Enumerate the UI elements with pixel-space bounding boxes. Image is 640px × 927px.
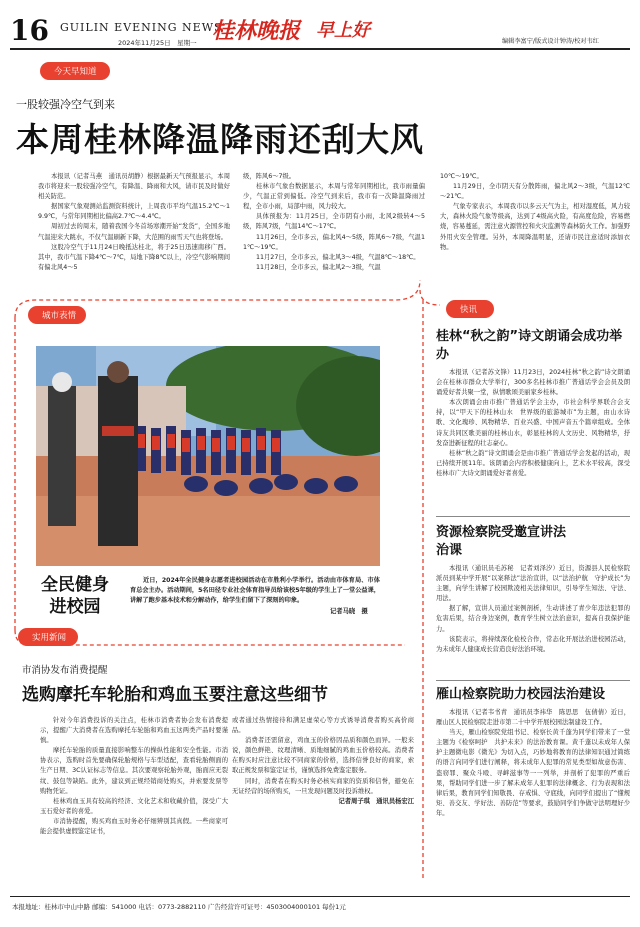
section-tag-today: 今天早知道 [40, 62, 110, 80]
section-tag-practical: 实用新闻 [18, 628, 78, 646]
consumer-kicker: 市消协发布消费提醒 [22, 665, 108, 676]
paragraph: 11月27日，全市多云，偏北风3～4级，气温8℃～18℃。 [256, 253, 420, 261]
editor-credit: 编辑李富宁/版式设计钟涛/校对韦红 [502, 38, 599, 45]
paragraph: 这股冷空气于11月24日晚抵达桂北，将于25日迅速南移广西。其中，我市气温下降4℃～7℃，局地下降8℃以上，冷空气影响期间有偏北风4～5 [38, 243, 230, 271]
paragraph: 据了解，宣讲人员通过案例剖析，生动讲述了青少年违法犯罪的危害后果，结合身边案例，教育学生树立法治意识，提高自我保护能力。 [436, 605, 630, 633]
footer-rule [10, 896, 630, 897]
paragraph: 当天，雁山检察院党组书记、检察长黄千蓬为同学们带来了一堂主题为《检察呵护 共护未来》的法治教育课。黄千蓬以未成年人保护主题微电影《微光》为切入点，巧妙地将教育的法律知识通过简练的语言向同学们进行阐释，将未成年人犯罪的常见类型如故意伤害、盗窃罪、聚众斗殴、寻衅滋事等一一列举，并剖析了犯罪的严重后果，帮助同学们进一步了解未成年人犯罪的法律概念、行为表现和法律后果，教育同学们知敬畏、存戒惧、守底线，向同学们提出了“懂规矩、善交友、学好法、善防范”等要求，鼓励同学们争做守法明理好少年。 [436, 729, 630, 817]
top-col-3 [440, 172, 630, 294]
photo-illustration [36, 346, 380, 566]
paragraph: 据国家气象观测站监测资料统计，上周我市平均气温15.2℃～19.9℃，与常年同期相比偏高2.7℃～4.4℃。 [38, 203, 230, 221]
news1-body [436, 368, 630, 508]
paragraph: 11月28日，全市多云，偏北风2～3级，气温 [256, 263, 381, 271]
city-title: 全民健身进校园 [41, 575, 109, 617]
news1-title: 桂林“秋之韵”诗文朗诵会成功举办 [436, 329, 623, 362]
paragraph: 周初过去的周末，随着我国今冬首场寒潮开始“发货”，全国多地气温迎来大跳水，不仅气温刷新下降，大范围的雨雪天气也将登场。 [38, 223, 230, 241]
paragraph: 桂林鸡血玉具有较高的经济、文化艺术和收藏价值，深受广大玉石爱好者的喜爱。 [40, 797, 228, 815]
paragraph: 本报讯（通讯员毛苏秘 记者刘泽汐）近日，资源县人民检察院派员到某中学开展“以案释法”法治宣讲，以“法治护航 守护成长”为主题，向学生讲解了校园欺凌相关法律知识，引导学生知法、守法、用法。 [436, 565, 630, 603]
issue-date: 2024年11月25日 星期一 [118, 39, 197, 47]
paragraph: 针对今年消费投诉的关注点，桂林市消费者协会发布消费提示，提醒广大消费者在选购摩托车轮胎和鸡血玉这两类产品时要谨慎。 [40, 717, 228, 745]
paragraph: 市消协提醒，购买鸡血玉时务必仔细辨别其真假。一些商家可能会提供虚假鉴定证书， [40, 817, 228, 836]
news-divider [436, 516, 630, 517]
paragraph: 本报讯（记者马燕 通讯员胡静）根据最新天气预报显示，本周我市将迎来一股较强冷空气，有降温、降雨和大风，请市民及时做好相关防范。 [38, 173, 230, 201]
city-caption [130, 576, 380, 626]
paragraph: 本次朗诵会由市推广普通话学会主办，市社会科学界联合会支持，以“甲天下的桂林山水 世界级的旅游城市”为主题，由山水诗歌、文化瑰珍、风物精华、百业兴盛、中国声音五个篇章组成。全体诗友共同区歌美丽的桂林山水，彰显桂林的人文历史、风物精华，抒发奋进新征程的壮志豪心。 [436, 399, 630, 447]
paragraph: 本报讯（记者苏文锋）11月23日，2024桂林“秋之韵”诗文朗诵会在桂林市群众大学举行，300多名桂林市推广普通话学会会员及朗诵爱好者共聚一堂，纵情歌颂美丽家乡桂林。 [436, 369, 630, 397]
top-headline: 本周桂林降温降雨还刮大风 [16, 120, 424, 159]
header-rule [10, 48, 630, 50]
section-name: 早上好 [316, 20, 370, 41]
consumer-col-2 [232, 716, 414, 888]
newspaper-logo: 桂林晚报 [212, 18, 301, 44]
paragraph: 摩托车轮胎的质量直接影响整车的操纵性能和安全性能。市消协表示，选购时首先要确保轮胎规格与车型适配，查看轮胎侧面的生产日期、3C认证标志等信息。其次要观察轮胎外观，胎面应无裂纹、鼓包等缺陷。此外，建议到正规经销商处购买，并索要发票等购物凭证。 [40, 747, 228, 795]
news2-title: 资源检察院受邀宣讲法治课 [436, 525, 567, 558]
paragraph: 消费者还需留意，鸡血玉的价格因品质和颜色而异。一般来说，颜色鲜艳、纹理清晰、质地细腻的鸡血玉价格较高。消费者在购买时应注意比较不同商家的价格，选择信誉良好的商家，索取正规发票和鉴定证书，谨慎选择免费鉴定服务。 [232, 737, 414, 775]
paragraph: 级，阵风6～7级。 [243, 173, 296, 180]
paragraph: 气象专家表示，本周我市以多云天气为主，相对湿度低，风力较大，森林火险气象等级高，达到了4级高火险，有高度危险，容易燃烧，容易蔓延，需注意火源管控和火灾监测等森林防火工作。加强野外用火安全管理。另外，本周降温明显，还请市民注意适时添加衣物。 [440, 203, 630, 251]
paragraph: 具体预报为：11月25日，全市阴有小雨，北风2级转4～5级，阵风7级，气温14℃～17℃。 [243, 213, 425, 231]
section-tag-kuaixun: 快讯 [446, 300, 494, 318]
photo-credit: 记者马晓 摄 [330, 608, 368, 615]
city-photo [36, 346, 380, 566]
paragraph: 同时，消费者在购买时务必核实商家的资质和信誉，避免在无证经营的场所购买，一旦发现问题及时投诉维权。 [232, 777, 414, 795]
page-number: 16 [10, 14, 49, 47]
consumer-col-1 [40, 716, 228, 888]
paragraph: 桂林“秋之韵”诗文朗诵会是由市推广普通话学会发起的活动，现已持续开展11年。该朗诵会内容积极健康向上，艺术水平较高，深受桂林市广大诗文朗诵爱好者喜爱。 [436, 449, 630, 477]
paragraph: 11月29日，全市阴天有分散阵雨，偏北风2～3级，气温12℃～21℃。 [440, 183, 630, 201]
section-tag-city: 城市表情 [28, 306, 86, 324]
news3-title: 雁山检察院助力校园法治建设 [436, 687, 606, 702]
paragraph: 记者周子琪 通讯员杨宏江 [338, 797, 414, 805]
paragraph: 11月26日，全市多云，偏北风4～5级，阵风6～7级，气温11℃～19℃。 [243, 233, 425, 251]
paragraph: 本报讯（记者韦书青 通讯员李祎华 陈思思 伍倩倩）近日，雁山区人民检察院走进市第二十中学开展校园法制建设工作。 [436, 709, 630, 727]
top-col-1 [38, 172, 230, 294]
footer-info: 本报地址：桂林市中山中路 邮编：541000 电话：0773-2882110 广告经营许可证号：4503004000101 每份1元 [12, 903, 346, 911]
consumer-headline: 选购摩托车轮胎和鸡血玉要注意这些细节 [22, 685, 328, 705]
paragraph: 10℃～19℃。 [440, 173, 483, 180]
paragraph: 该院表示，将持续深化检校合作，常态化开展法治进校园活动，为未成年人健康成长营造良好法治环境。 [436, 635, 630, 653]
eng-title: GUILIN EVENING NEWS [60, 21, 223, 34]
top-kicker: 一股较强冷空气到来 [16, 98, 115, 111]
paragraph: 近日，2024年全民健身志愿者进校园活动在市胜利小学举行。活动由市体育局、市体育总会主办。活动期间，5名田径专业社会体育指导员给该校5年级的学生上了一堂公益课，讲解了跑步基本技术和分解动作，给学生们留下了深刻的印象。 [130, 577, 380, 604]
top-col-2 [243, 172, 425, 294]
news-divider [436, 680, 630, 681]
news3-body [436, 708, 630, 890]
paragraph: 桂林市气象台数据显示，本周与常年同期相比，我市雨量偏少，气温正常到偏低。冷空气到来后，我市有一次降温降雨过程，全市小雨，局部中雨，风力较大。 [243, 183, 425, 211]
paragraph: 或者通过热情接待和满足虚荣心等方式诱导消费者购买高价商品。 [232, 717, 414, 735]
news2-body [436, 564, 630, 674]
